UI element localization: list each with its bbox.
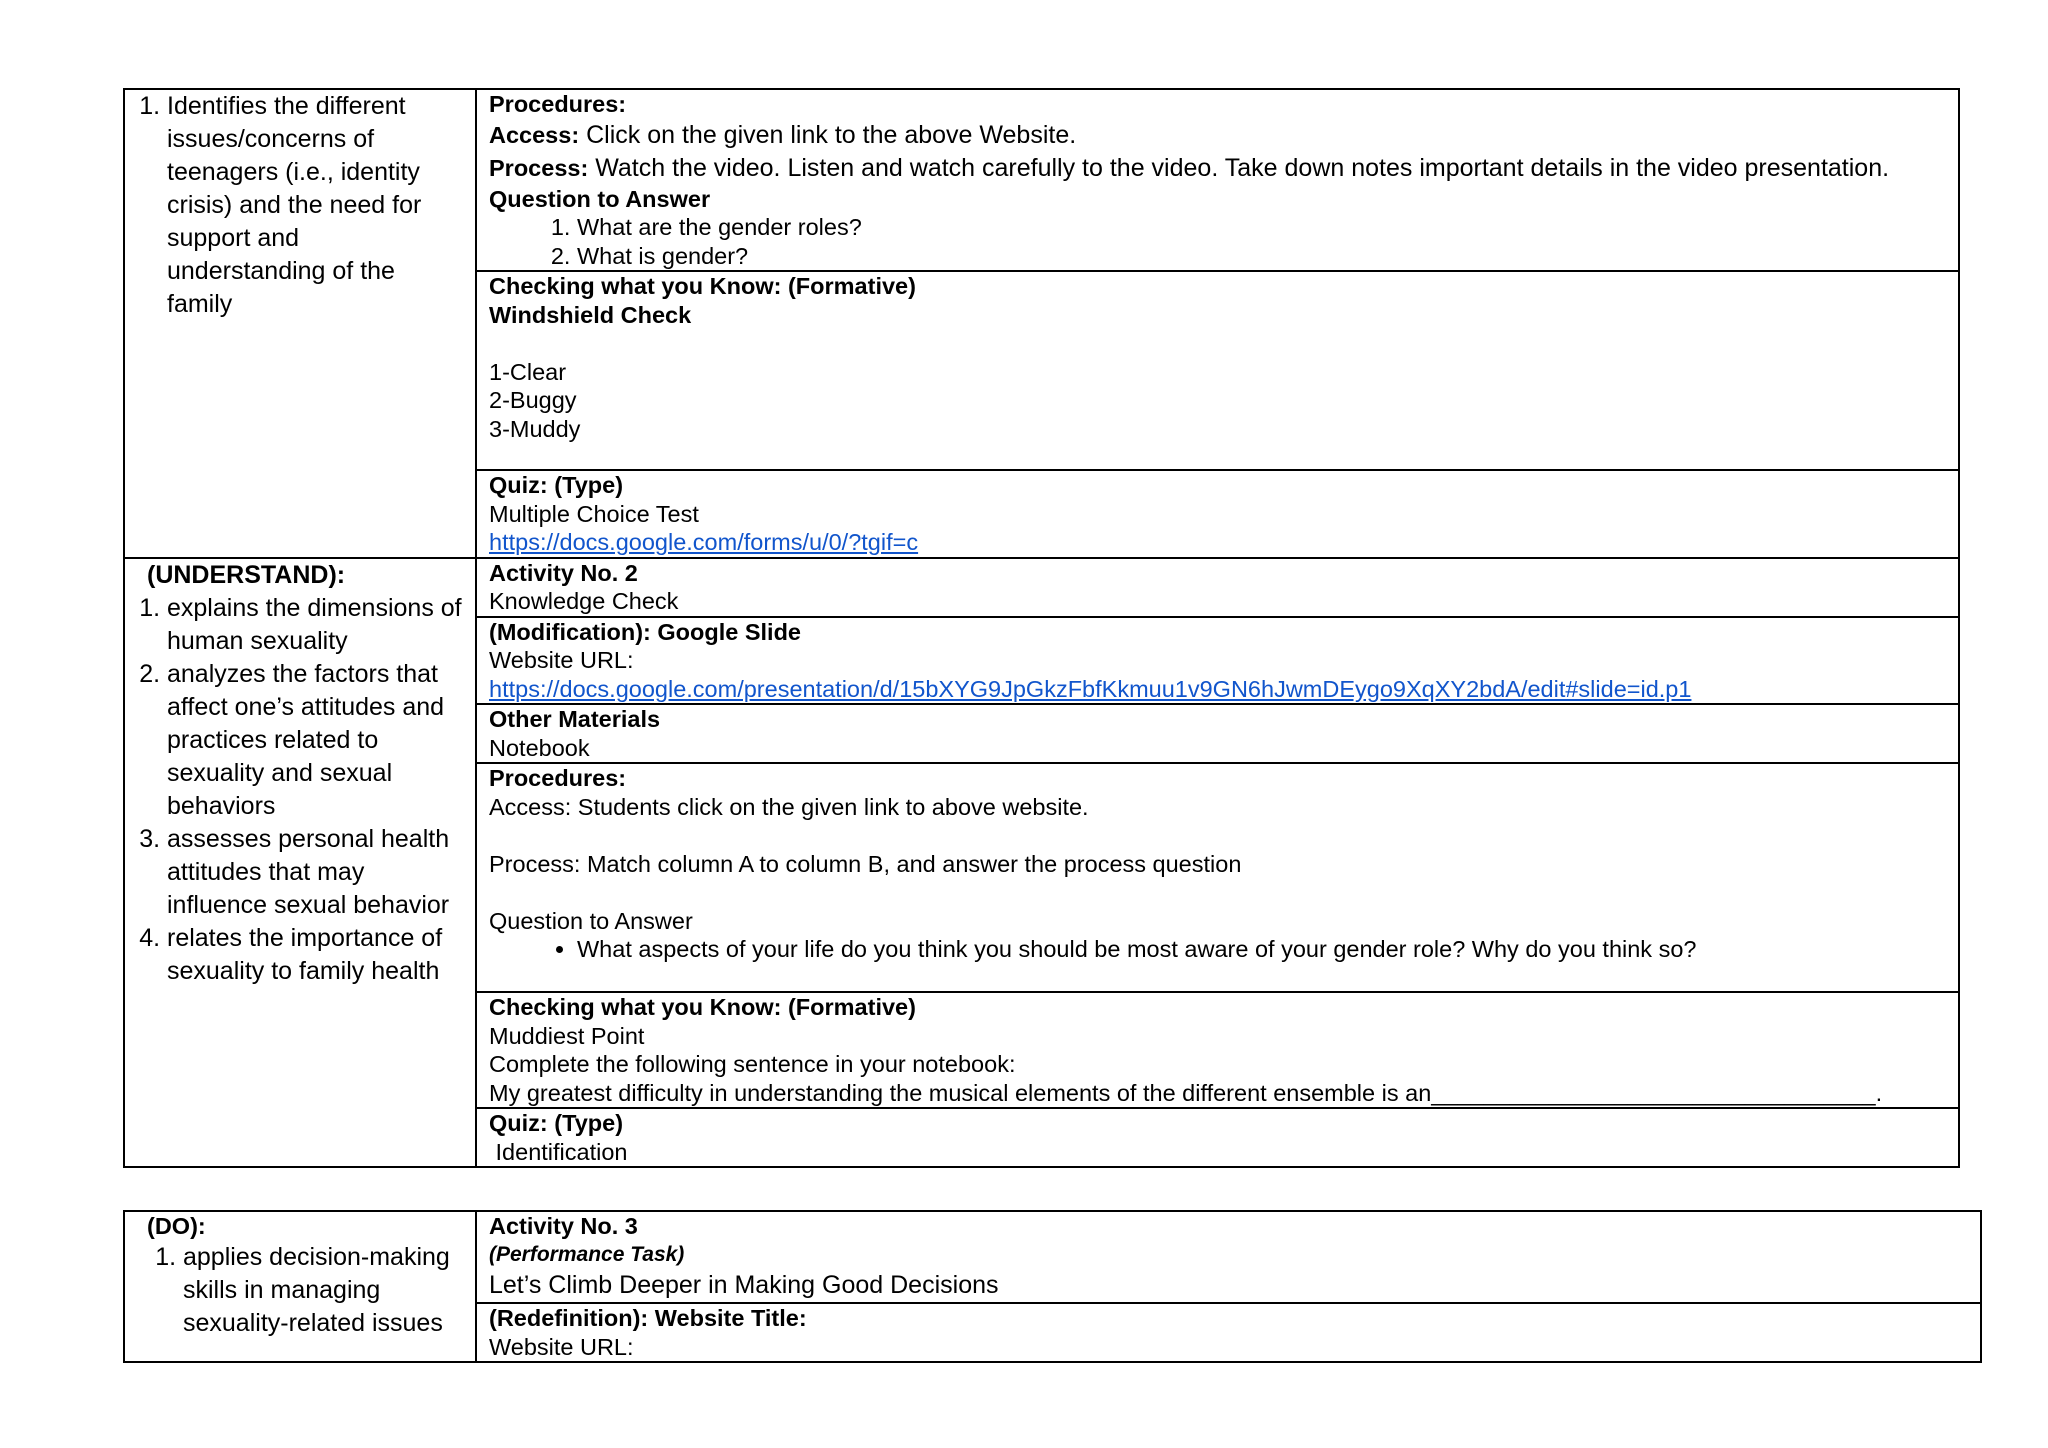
checking-heading: Checking what you Know: (Formative) bbox=[489, 994, 916, 1020]
quiz-type: Identification bbox=[489, 1138, 628, 1165]
procedures-cell bbox=[476, 89, 1959, 271]
question-heading: Question to Answer bbox=[489, 185, 711, 212]
quiz-cell bbox=[476, 470, 1959, 558]
website-url-label: Website URL: bbox=[489, 1333, 634, 1360]
other-materials-heading: Other Materials bbox=[489, 706, 661, 732]
other-materials: Notebook bbox=[489, 734, 590, 761]
checking-cell-2 bbox=[476, 992, 1959, 1108]
do-objectives-cell bbox=[124, 1211, 476, 1362]
question-item: • What aspects of your life do you think you should be most aware of your gender role? Why do you think so? bbox=[577, 935, 1946, 964]
objective-list bbox=[133, 90, 463, 321]
question-item: 2. What is gender? bbox=[577, 242, 1946, 271]
process-text: Process: Match column A to column B, and answer the process question bbox=[489, 850, 1242, 877]
quiz-link[interactable]: https://docs.google.com/forms/u/0/?tgif=c bbox=[489, 529, 919, 555]
procedures-heading: Procedures: bbox=[489, 765, 627, 791]
other-materials-cell bbox=[476, 704, 1959, 763]
understand-objectives-cell bbox=[124, 558, 476, 1168]
redefinition-cell bbox=[476, 1303, 1981, 1362]
objective-item: 2. analyzes the factors that affect one’s attitudes and practices related to sexuality and sexual behaviors bbox=[167, 658, 463, 823]
objective-item: 4. relates the importance of sexuality to family health bbox=[167, 922, 463, 988]
redefinition-heading: (Redefinition): Website Title: bbox=[489, 1305, 807, 1331]
question-item: 1. What are the gender roles? bbox=[577, 213, 1946, 242]
question-list bbox=[489, 935, 1946, 964]
lesson-table-1 bbox=[123, 88, 1960, 1168]
procedures-heading: Procedures: bbox=[489, 91, 627, 117]
checking-heading: Checking what you Know: (Formative) bbox=[489, 273, 916, 299]
activity-heading: Activity No. 2 bbox=[489, 559, 638, 586]
access-text: Click on the given link to the above Website. bbox=[579, 120, 1077, 149]
activity-heading: Activity No. 3 bbox=[489, 1213, 638, 1239]
modification-cell bbox=[476, 617, 1959, 705]
lesson-table-2 bbox=[123, 1210, 1982, 1363]
objective-list bbox=[133, 1241, 463, 1340]
website-url-link[interactable]: https://docs.google.com/presentation/d/15bXYG9JpGkzFbfKkmuu1v9GN6hJwmDEygo9XqXY2bdA/edit#slide=id.p1 bbox=[489, 675, 1692, 702]
checking-sentence: My greatest difficulty in understanding the musical elements of the different ensemble is an__________________________________. bbox=[489, 1079, 1883, 1106]
checking-item: 1-Clear bbox=[489, 358, 567, 385]
process-label: Process: bbox=[489, 154, 589, 181]
objective-list bbox=[133, 592, 463, 988]
access-text: Access: Students click on the given link to above website. bbox=[489, 793, 1089, 820]
process-text: Watch the video. Listen and watch carefully to the video. Take down notes important details in the video presentation. bbox=[588, 153, 1890, 182]
objective-item: 1. explains the dimensions of human sexuality bbox=[167, 592, 463, 658]
objective-item: 1. Identifies the different issues/concerns of teenagers (i.e., identity crisis) and the need for support and understanding of the family bbox=[167, 90, 463, 321]
quiz-type: Multiple Choice Test bbox=[489, 500, 699, 527]
activity-name: Let’s Climb Deeper in Making Good Decisions bbox=[489, 1271, 999, 1299]
quiz-heading: Quiz: (Type) bbox=[489, 1110, 624, 1136]
activity-subheading: (Performance Task) bbox=[489, 1242, 685, 1266]
website-url-label: Website URL: bbox=[489, 647, 634, 673]
understand-heading: (UNDERSTAND): bbox=[147, 560, 346, 589]
question-list bbox=[489, 213, 1946, 270]
quiz-cell-2 bbox=[476, 1108, 1959, 1167]
quiz-heading: Quiz: (Type) bbox=[489, 472, 624, 498]
modification-heading: (Modification): Google Slide bbox=[489, 618, 802, 645]
objective-item: 1. applies decision-making skills in managing sexuality-related issues bbox=[183, 1241, 463, 1340]
remember-objectives-cell bbox=[124, 89, 476, 558]
checking-subheading: Windshield Check bbox=[489, 301, 692, 328]
do-heading: (DO): bbox=[147, 1213, 206, 1239]
checking-item: 2-Buggy bbox=[489, 387, 577, 413]
checking-cell bbox=[476, 271, 1959, 470]
checking-subheading: Muddiest Point bbox=[489, 1022, 645, 1049]
access-label: Access: bbox=[489, 121, 580, 148]
checking-instruction: Complete the following sentence in your notebook: bbox=[489, 1051, 1016, 1077]
activity-name: Knowledge Check bbox=[489, 588, 679, 614]
procedures-cell-2 bbox=[476, 763, 1959, 992]
activity-cell-3 bbox=[476, 1211, 1981, 1303]
checking-item: 3-Muddy bbox=[489, 415, 581, 442]
question-heading: Question to Answer bbox=[489, 907, 693, 934]
objective-item: 3. assesses personal health attitudes that may influence sexual behavior bbox=[167, 823, 463, 922]
activity-cell bbox=[476, 558, 1959, 617]
